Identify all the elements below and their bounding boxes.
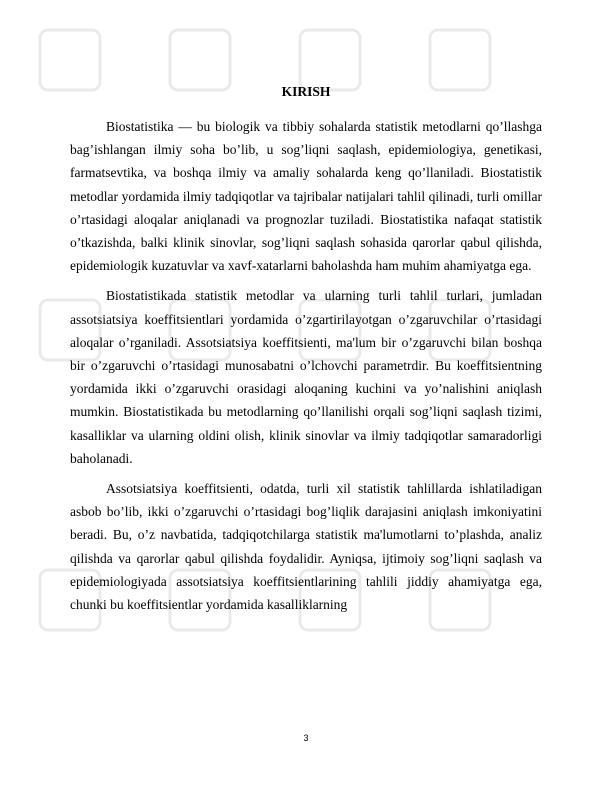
- paragraph-1: Biostatistika — bu biologik va tibbiy sohalarda statistik metodlarni qo’llashga bag’ishlangan ilmiy soha bo’lib, u sog’liqni saqlash, epidemiologiya, genetikasi, farmatsevtika, va boshqa ilmiy va amaliy sohalarda keng qo’llaniladi. Biostatistik metodlar yordamida ilmiy tadqiqotlar va tajribalar natijalari tahlil qilinadi, turli omillar o’rtasidagi aloqalar aniqlanadi va prognozlar tuziladi. Biostatistika nafaqat statistik o’tkazishda, balki klinik sinovlar, sog’liqni saqlash sohasida qarorlar qabul qilishda, epidemiologik kuzatuvlar va xavf-xatarlarni baholashda ham muhim ahamiyatga ega.: [70, 119, 542, 274]
- document-page: [70, 84, 542, 623]
- paragraph-2: Biostatistikada statistik metodlar va ularning turli tahlil turlari, jumladan assotsiatsiya koeffitsientlari yordamida o’zgartirilayotgan o’zgaruvchilar o’rtasidagi aloqalar o’rganiladi. Assotsiatsiya koeffitsienti, ma'lum bir o’zgaruvchi bilan boshqa bir o’zgaruvchi o’rtasidagi munosabatni o’lchovchi parametrdir. Bu koeffitsientning yordamida ikki o’zgaruvchi orasidagi aloqaning kuchini va yo’nalishini aniqlash mumkin. Biostatistikada bu metodlarning qo’llanilishi orqali sog’liqni saqlash tizimi, kasalliklar va ularning oldini olish, klinik sinovlar va ilmiy tadqiqotlar samaradorligi baholanadi.: [70, 288, 542, 466]
- document-title: KIRISH: [281, 84, 331, 99]
- paragraph-3: Assotsiatsiya koeffitsienti, odatda, turli xil statistik tahlillarda ishlatiladigan asbob bo’lib, ikki o’zgaruvchi o’rtasidagi bog’liqlik darajasini aniqlash imkoniyatini beradi. Bu, o’z navbatida, tadqiqotchilarga statistik ma'lumotlarni to’plashda, analiz qilishda va qarorlar qabul qilishda foydalidir. Ayniqsa, ijtimoiy sog’liqni saqlash va epidemiologiyada assotsiatsiya koeffitsientlarining tahlili jiddiy ahamiyatga ega, chunki bu koeffitsientlar yordamida kasalliklarning: [70, 481, 542, 613]
- page-number: 3: [303, 733, 309, 743]
